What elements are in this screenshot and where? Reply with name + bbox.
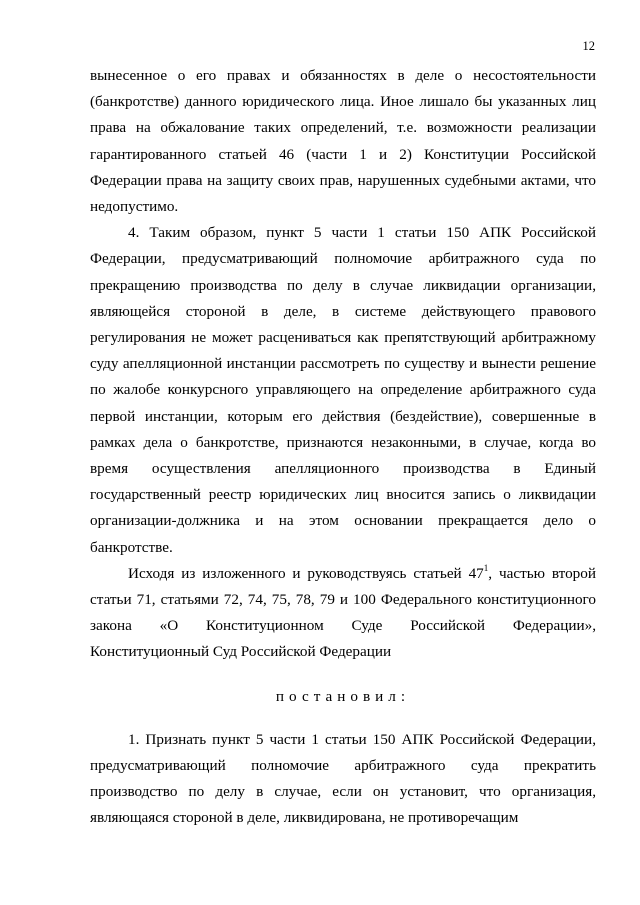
paragraph-point-4: 4. Таким образом, пункт 5 части 1 статьи 150 АПК Российской Федерации, предусматривающий полномочие арбитражного суда по прекращению производства по делу в случае ликвидации организации, являющейся стороной в деле, в системе действующего правового регулирования не может расцениваться как препятствующий арбитражному суду апелляционной инстанции рассмотреть по существу и вынести решение по жалобе конкурсного управляющего на определение арбитражного суда первой инстанции, которым его действия (бездействие), совершенные в рамках дела о банкротстве, признаются незаконными, в случае, когда во время осуществления апелляционного производства в Единый государственный реестр юридических лиц вносится запись о ликвидации организации-должника и на этом основании прекращается дело о банкротстве. bbox=[90, 224, 596, 556]
article-superscript: 1 bbox=[483, 562, 489, 573]
page-number: 12 bbox=[582, 39, 595, 53]
document-body bbox=[90, 63, 596, 832]
grounds-text-after: , частью второй статьи 71, статьями 72, 74, 75, 78, 79 и 100 Федерального конституционного закона «О Конституционном Суде Российской Федерации», Конституционный Суд Российской Федерации bbox=[90, 564, 596, 661]
ruling-heading: постановил: bbox=[275, 687, 411, 705]
grounds-text-before: Исходя из изложенного и руководствуясь статьей 47 bbox=[128, 564, 484, 582]
paragraph-continuation: вынесенное о его правах и обязанностях в деле о несостоятельности (банкротстве) данного юридического лица. Иное лишало бы указанных лиц права на обжалование таких определений, т.е. возможности реализации гарантированного статьей 46 (части 1 и 2) Конституции Российской Федерации права на защиту своих прав, нарушенных судебными актами, что недопустимо. bbox=[90, 67, 596, 216]
paragraph-grounds bbox=[90, 561, 596, 666]
paragraph-ruling-1: 1. Признать пункт 5 части 1 статьи 150 АПК Российской Федерации, предусматривающий полномочие арбитражного суда прекратить производство по делу в случае, если он установит, что организация, являющаяся стороной в деле, ликвидирована, не противоречащим bbox=[90, 730, 596, 827]
